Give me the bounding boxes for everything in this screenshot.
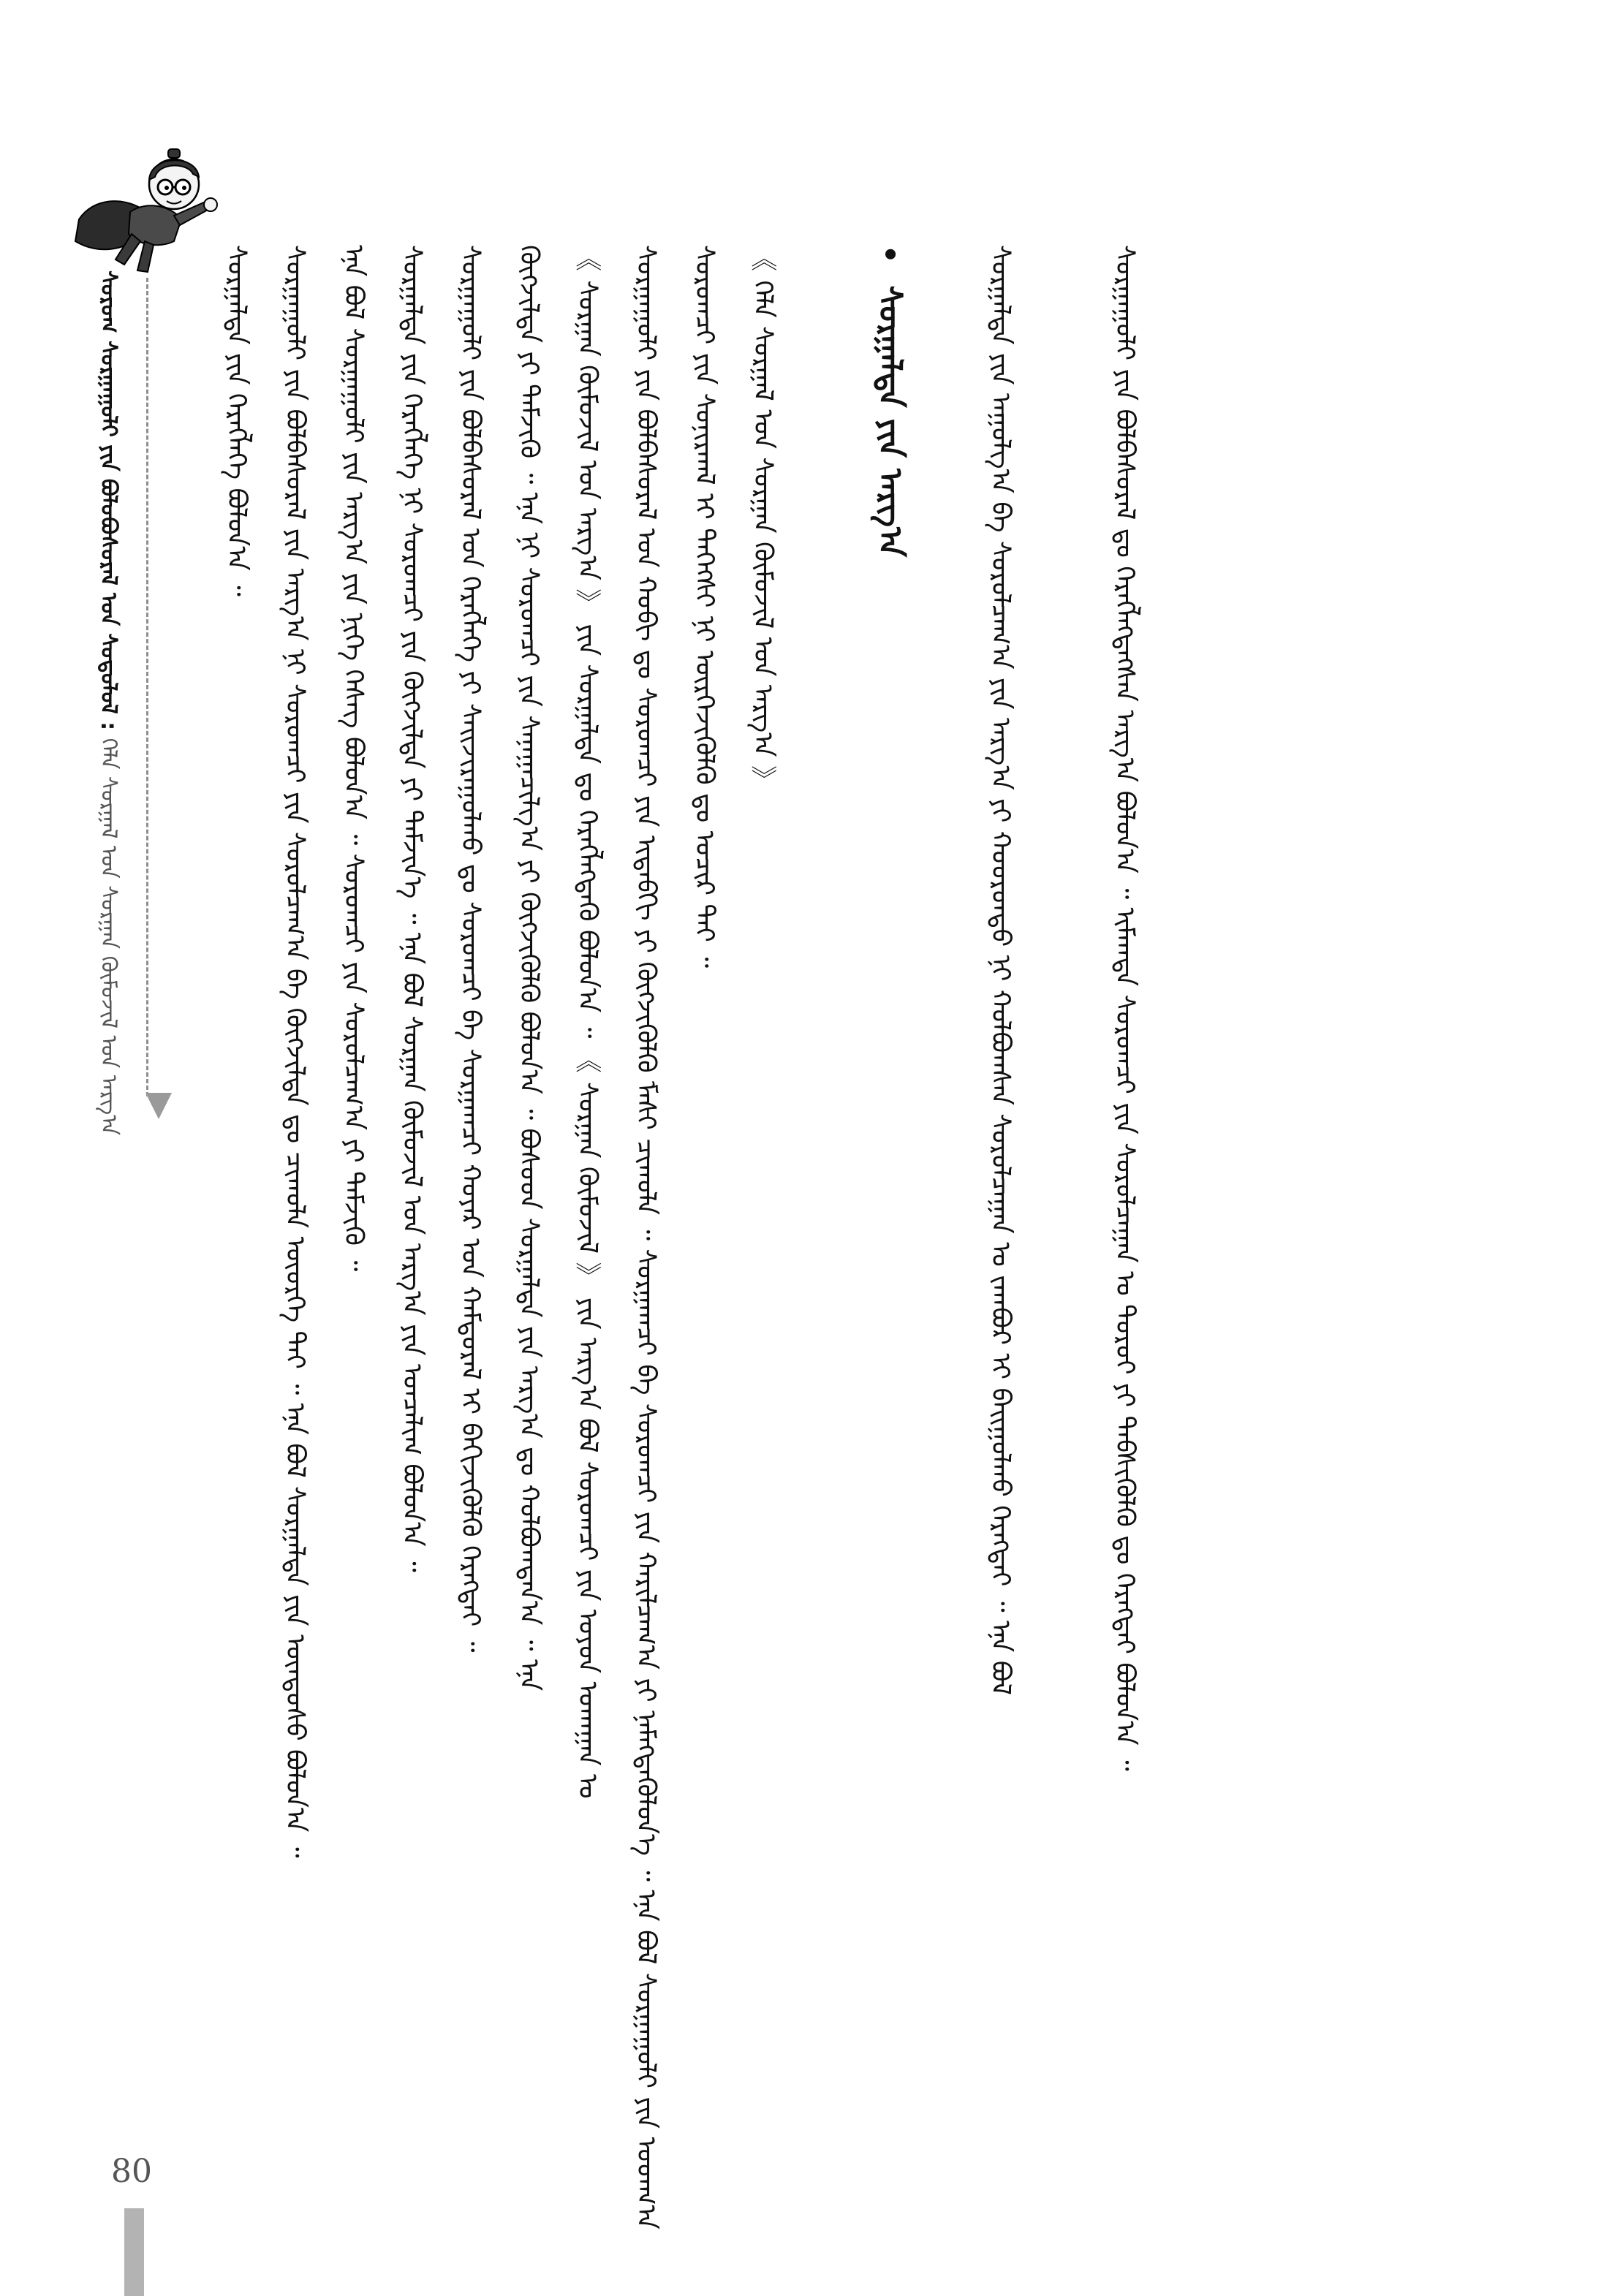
body-column-9: ᠰᠤᠷᠭᠠᠯᠲᠠ ᠶᠢᠨ ᠬᠡᠷᠡᠭᠯᠡᠭᠡ ᠨᠢ ᠰᠤᠷᠤᠭᠴᠢ ᠶᠢᠨ ᠬᠥᠭᠵᠢᠯᠳᠡ ᠶᠢ ᠳᠡᠮᠵᠢᠨ᠎ᠡ ᠃ ᠡᠨᠡ ᠪᠣᠯ ᠰᠤᠷᠭᠠᠨ ᠬᠥᠮᠦᠵᠢᠯ ᠤᠨ ᠠᠷᠭ᠎ᠠ ᠶᠢᠨ ᠣᠨᠴᠠᠯᠢᠭ ᠪᠣᠯᠤᠨ᠎ᠠ ᠃: [397, 245, 427, 1572]
body-column-11: ᠰᠤᠷᠭᠠᠭᠤᠯᠢ ᠶᠢᠨ ᠪᠣᠯᠪᠠᠰᠤᠷᠠᠯ ᠶᠢᠨ ᠠᠷᠭ᠎ᠠ ᠨᠢ ᠰᠤᠷᠤᠭᠴᠢ ᠶᠢᠨ ᠰᠤᠷᠤᠯᠴᠠᠭ᠎ᠠ ᠪᠠ ᠬᠥᠭᠵᠢᠯᠳᠡ ᠳᠤ ᠴᠢᠬᠤᠯᠠ ᠦᠦᠷᠭᠡ ᠲᠠᠢ ᠃ ᠡᠨᠡ ᠪᠣᠯ ᠰᠤᠷᠭᠠᠯᠲᠠ ᠶᠢᠨ ᠦᠨᠳᠦᠰᠦ ᠪᠣᠯᠤᠨ᠎ᠠ ᠃: [280, 245, 310, 1858]
triangle-marker-icon: [145, 1093, 172, 1119]
body-column-6: 《 ᠰᠤᠷᠭᠠᠨ ᠬᠥᠮᠦᠵᠢᠯ ᠤᠨ ᠠᠷᠭ᠎ᠠ 》 ᠶᠢᠨ ᠰᠤᠷᠭᠠᠯᠲᠠ ᠳᠤ ᠬᠡᠷᠡᠭᠯᠡᠭᠳᠡᠬᠦ ᠪᠣᠯᠤᠨ᠎ᠠ ᠃ 《 ᠰᠤᠷᠭᠠᠨ ᠬᠥᠮᠦᠵᠢᠯ 》 ᠶᠢᠨ ᠠᠷᠭ᠎ᠠ ᠪᠣᠯ ᠰᠤᠷᠤᠭᠴᠢ ᠶᠢᠨ ᠣᠶᠤᠨ ᠤᠬᠠᠭᠠᠨ ᠤ: [572, 245, 602, 1799]
section-heading-text: ᠰᠤᠷᠭᠠᠯᠲᠠ ᠶᠢᠨ ᠠᠷᠭ᠎ᠠ: [871, 285, 909, 557]
body-column-5: ᠰᠤᠷᠭᠠᠭᠤᠯᠢ ᠶᠢᠨ ᠪᠣᠯᠪᠠᠰᠤᠷᠠᠯ ᠤᠨ ᠬᠤᠪᠢ ᠳᠤ ᠰᠤᠷᠤᠭᠴᠢ ᠶᠢᠨ ᠢᠳᠡᠪᠬᠢ ᠶᠢ ᠬᠥᠭᠵᠢᠭᠦᠯᠬᠦ ᠮᠠᠰᠢ ᠴᠢᠬᠤᠯᠠ ᠃ ᠰᠤᠷᠭᠠᠭᠴᠢ ᠪᠠ ᠰᠤᠷᠤᠭᠴᠢ ᠶᠢᠨ ᠬᠠᠷᠢᠯᠴᠠᠭ᠎ᠠ ᠶᠢ ᠨᠡᠮᠡᠭᠳᠡᠭᠦᠯᠦᠨ᠎ᠡ ᠃ ᠡᠨᠡ ᠪᠣᠯ ᠰᠤᠷᠭᠠᠭᠤᠯᠢ ᠶᠢᠨ ᠤᠳᠬ᠎ᠠ: [631, 245, 661, 2229]
body-column-3: 《 ᠬᠡᠯᠡ ᠰᠤᠷᠭᠠᠯ ᠤᠨ ᠰᠤᠷᠭᠠᠨ ᠬᠥᠮᠦᠵᠢᠯ ᠤᠨ ᠠᠷᠭ᠎ᠠ 》: [748, 245, 778, 792]
body-column-12: ᠰᠤᠷᠭᠠᠯᠲᠠ ᠶᠢᠨ ᠬᠡᠷᠡᠭᠯᠡᠭᠡ ᠪᠣᠯᠤᠨ᠎ᠠ ᠃: [222, 245, 251, 596]
body-column-7: ᠬᠥᠭᠵᠢᠯᠳᠡ ᠶᠢ ᠳᠡᠮᠵᠢᠬᠦ ᠃ ᠡᠨᠡ ᠨᠢ ᠰᠤᠷᠤᠭᠴᠢ ᠶᠢᠨ ᠰᠠᠨᠠᠭᠠᠴᠢᠯᠭ᠎ᠠ ᠶᠢ ᠬᠥᠭᠵᠢᠭᠦᠯᠬᠦ ᠪᠣᠯᠤᠨ᠎ᠠ ᠃ ᠪᠤᠰᠤᠳ ᠰᠤᠷᠭᠠᠯᠲᠠ ᠶᠢᠨ ᠠᠷᠭ᠎ᠠ ᠳᠤ ᠬᠣᠯᠪᠣᠭᠳᠠᠨ᠎ᠠ ᠃ ᠡᠨᠡ: [514, 245, 544, 1691]
running-head-part-b: ᠬᠡᠯᠡ ᠰᠤᠷᠭᠠᠯ ᠤᠨ ᠰᠤᠷᠭᠠᠨ ᠬᠥᠮᠦᠵᠢᠯ ᠤᠨ ᠠᠷᠭ᠎ᠠ: [96, 738, 121, 1136]
body-column-8: ᠰᠤᠷᠭᠠᠭᠤᠯᠢ ᠶᠢᠨ ᠪᠣᠯᠪᠠᠰᠤᠷᠠᠯ ᠤᠨ ᠬᠡᠷᠡᠭᠯᠡᠭᠡ ᠶᠢ ᠰᠠᠢᠵᠢᠷᠠᠭᠤᠯᠬᠤ ᠳᠤ ᠰᠤᠷᠤᠭᠴᠢ ᠪᠠ ᠰᠤᠷᠭᠠᠭᠴᠢ ᠬᠣᠶᠠᠷ ᠤᠨ ᠬᠠᠮᠲᠤᠷᠠᠯ ᠢ ᠪᠡᠬᠢᠵᠢᠭᠦᠯᠬᠦ ᠬᠡᠷᠡᠭᠲᠡᠢ ᠃: [455, 245, 485, 1653]
running-head-part-a: ᠰᠤᠷᠤᠭ ᠰᠤᠷᠭᠠᠭᠤᠯᠢ ᠶᠢᠨ ᠪᠤᠯᠤᠪᠤᠰᠤᠷᠠᠯ ᠤᠨ ᠰᠤᠳᠤᠯᠤᠯ: [96, 270, 121, 714]
page-edge-tab: [124, 2208, 144, 2296]
dashed-divider: [146, 278, 148, 1096]
body-column-2: ᠰᠤᠷᠭᠠᠯᠲᠠ ᠶᠢᠨ ᠠᠭᠤᠯᠭ᠎ᠠ ᠪᠠ ᠰᠤᠷᠤᠯᠴᠠᠭ᠎ᠠ ᠶᠢᠨ ᠠᠷᠭ᠎ᠠ ᠶᠢ ᠬᠣᠣᠷᠣᠨᠳᠣ ᠨᠢ ᠬᠣᠯᠪᠣᠭᠰᠠᠨ ᠰᠤᠷᠤᠯᠴᠠᠭᠠᠨ ᠤ ᠵᠠᠭᠪᠤᠷ ᠢ ᠪᠠᠢᠭᠤᠯᠬᠤ ᠬᠡᠷᠡᠭᠲᠡᠢ ᠃ ᠡᠨᠡ ᠪᠣᠯ: [985, 245, 1015, 1696]
body-column-10: ᠡᠨᠡ ᠪᠣᠯ ᠰᠤᠷᠭᠠᠭᠤᠯᠢ ᠶᠢᠨ ᠠᠷᠭ᠎ᠠ ᠶᠢᠨ ᠨᠢᠭᠡ ᠬᠡᠰᠡᠭ ᠪᠣᠯᠤᠨ᠎ᠠ ᠃ ᠰᠤᠷᠤᠭᠴᠢ ᠶᠢᠨ ᠰᠤᠷᠤᠯᠴᠠᠭ᠎ᠠ ᠶᠢ ᠳᠡᠮᠵᠢᠬᠦ ᠃: [338, 245, 368, 1272]
flying-child-mascot-icon: [64, 132, 232, 278]
body-column-4: ᠰᠤᠷᠤᠭᠴᠢ ᠶᠢᠨ ᠰᠣᠨᠢᠷᠬᠠᠯ ᠢ ᠳᠡᠭᠡᠭᠰᠢ ᠨᠢ ᠥᠷᠭᠡᠵᠢᠭᠦᠯᠬᠦ ᠳᠤ ᠤᠴᠢᠷ ᠲᠠᠢ ᠃: [689, 245, 719, 969]
bullet-icon: •: [872, 245, 906, 264]
running-head: [95, 270, 134, 1136]
running-head-separator: :: [96, 713, 121, 738]
section-heading: [871, 245, 909, 2072]
page-number: 80: [111, 2153, 152, 2190]
body-column-1: ᠰᠤᠷᠭᠠᠭᠤᠯᠢ ᠶᠢᠨ ᠪᠣᠯᠪᠠᠰᠤᠷᠠᠯ ᠳᠤ ᠬᠡᠷᠡᠭᠯᠡᠭᠳᠡᠭᠰᠡᠨ ᠠᠷᠭ᠎ᠠ ᠪᠣᠯᠤᠨ᠎ᠠ ᠃ ᠢᠮᠠᠭᠳᠠ ᠰᠤᠷᠤᠭᠴᠢ ᠶᠢᠨ ᠰᠤᠷᠤᠯᠴᠠᠭᠠᠨ ᠤ ᠳᠣᠷᠤᠢ ᠶᠢ ᠳᠡᠪᠰᠢᠭᠦᠯᠬᠦ ᠳᠤ ᠬᠡᠷᠡᠭᠲᠡᠢ ᠪᠣᠯᠤᠨ᠎ᠠ ᠃: [1110, 245, 1140, 1771]
